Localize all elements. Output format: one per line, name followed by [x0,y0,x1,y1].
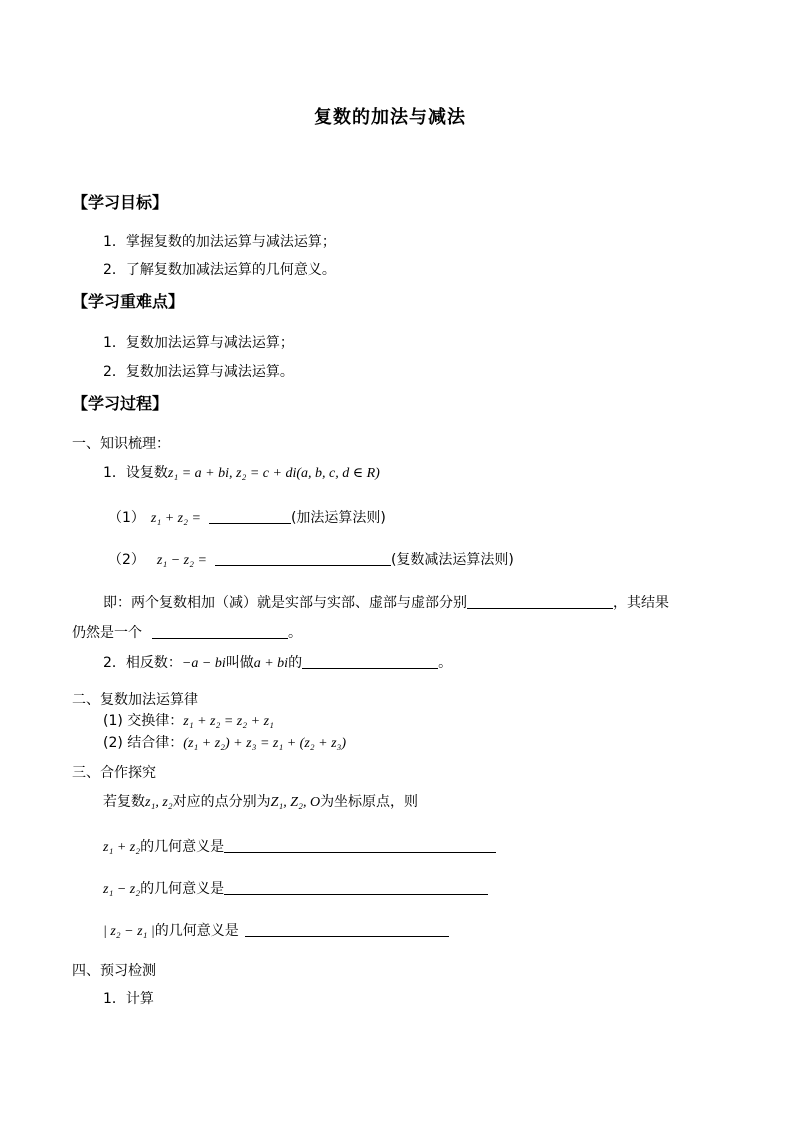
part3-q2 [103,880,488,897]
associative-law-formula: (z₁ + z₂) + z₃ = z₁ + (z₂ + z₃) [183,736,347,751]
part1-explain-line2 [72,624,302,640]
part2-heading: 二、复数加法运算律 [72,692,198,708]
z1-z2-symbols: z₁, z₂ [145,795,173,810]
part1-item2 [103,654,452,671]
part1-sub1 [108,509,386,526]
part3-q3 [103,922,449,939]
answer-blank-modulus-meaning[interactable] [245,922,449,937]
answer-blank-sum-meaning[interactable] [224,838,496,853]
part1-item2-end: 。 [438,655,453,671]
explain-text-1: 即：两个复数相加（减）就是实部与实部、虚部与虚部分别 [103,595,467,611]
part3-q2-text: 的几何意义是 [140,881,225,897]
complex-definition-formula: z₁ = a + bi, z₂ = c + di(a, b, c, d ∈ R) [167,466,380,481]
part3-intro-prefix: 若复数 [103,794,145,810]
part2-law1 [103,714,274,729]
addition-formula: z₁ + z₂ = [150,511,201,526]
explain-text-1-end: ，其结果 [613,595,669,611]
answer-blank-explain-2[interactable] [152,624,288,639]
part3-intro-end: 为坐标原点，则 [320,794,419,810]
sum-symbol: z₁ + z₂ [103,840,141,855]
part3-q3-text: 的几何意义是 [154,923,239,939]
section-heading-goals: 【学习目标】 [72,193,169,212]
part1-sub2-label: （2） [108,552,145,568]
part1-item2-mid: 叫做 [225,655,254,671]
part1-sub1-suffix: (加法运算法则) [290,510,386,526]
part4-heading: 四、预习检测 [72,963,156,979]
explain-text-2-end: 。 [288,625,302,641]
section-heading-key-points: 【学习重难点】 [72,292,185,311]
part1-item2-after: 的 [288,655,303,671]
part3-intro-mid: 对应的点分别为 [172,794,271,810]
part1-item1-prefix: 1．设复数 [103,465,168,481]
part1-heading: 一、知识梳理： [72,436,170,452]
associative-law-label: (2) 结合律： [103,735,184,751]
part1-item2-prefix: 2．相反数： [103,655,182,671]
part1-explain-line1 [103,594,669,610]
part3-q1-text: 的几何意义是 [140,839,225,855]
answer-blank-addition[interactable] [209,509,291,524]
answer-blank-explain-1[interactable] [467,594,613,609]
subtraction-formula: z₁ − z₂ = [156,553,207,568]
explain-text-2: 仍然是一个 [72,625,142,641]
goal-item-2: 2．了解复数加减法运算的几何意义。 [103,262,336,278]
commutative-law-label: (1) 交换律： [103,713,184,729]
modulus-symbol: | z₂ − z₁ | [103,924,155,939]
part1-sub1-label: （1） [108,510,145,526]
answer-blank-opposite[interactable] [302,654,438,669]
part2-law2 [103,736,346,751]
answer-blank-difference-meaning[interactable] [224,880,488,895]
part3-q1 [103,838,496,855]
points-symbols: Z₁, Z₂, O [270,795,321,810]
complex-number-formula: a + bi [253,656,289,671]
page-title: 复数的加法与减法 [314,107,466,128]
key-point-item-2: 2．复数加法运算与减法运算。 [103,364,294,380]
difference-symbol: z₁ − z₂ [103,882,141,897]
key-point-item-1: 1．复数加法运算与减法运算； [103,335,294,351]
section-heading-process: 【学习过程】 [72,394,169,413]
goal-item-1: 1．掌握复数的加法运算与减法运算； [103,234,336,250]
opposite-number-formula: −a − bi [181,656,226,671]
part1-sub2 [108,551,514,568]
commutative-law-formula: z₁ + z₂ = z₂ + z₁ [183,714,274,729]
answer-blank-subtraction[interactable] [215,551,391,566]
part3-heading: 三、合作探究 [72,765,156,781]
part4-item1: 1．计算 [103,991,154,1007]
part3-intro [103,795,418,810]
part1-sub2-suffix: (复数减法运算法则) [390,552,514,568]
part1-item1 [103,466,380,481]
